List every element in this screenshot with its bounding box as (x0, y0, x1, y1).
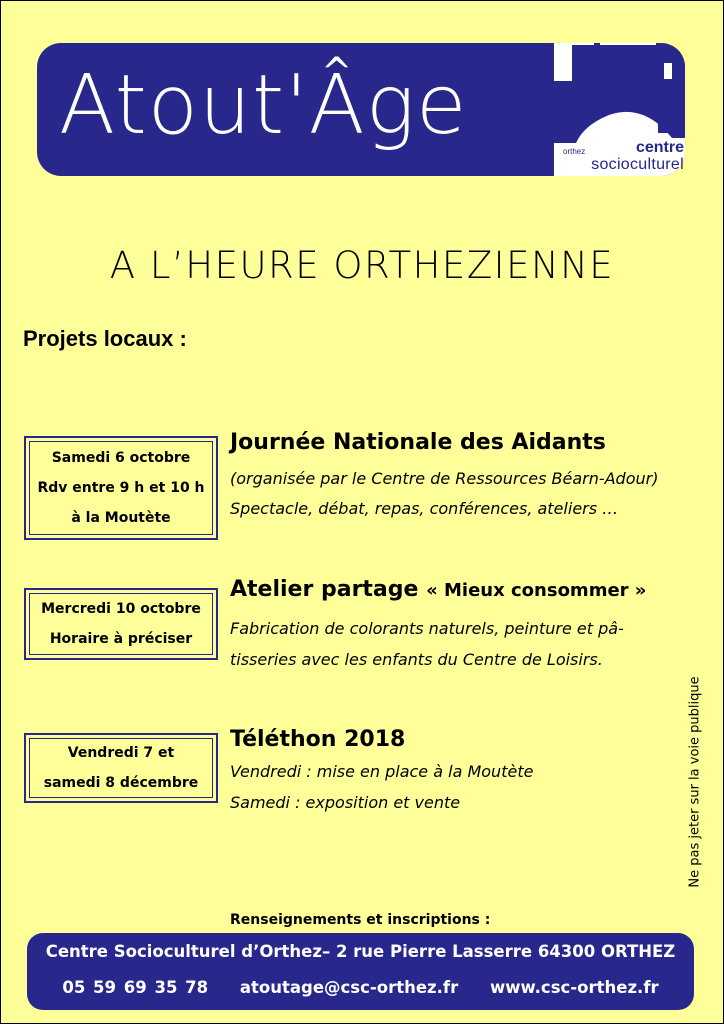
footer-contact-banner (27, 933, 694, 1010)
footer-phone: 05 59 69 35 78 (62, 978, 209, 997)
event-line: tisseries avec les enfants du Centre de Loisirs. (230, 650, 603, 669)
event-line: Samedi : exposition et vente (230, 793, 461, 812)
event-line: Vendredi : mise en place à la Moutète (230, 762, 534, 781)
event-date-box (24, 733, 218, 803)
logo-socioculturel-text: socioculturel (591, 156, 684, 173)
event-title (230, 430, 606, 455)
event-date-line: à la Moutète (71, 510, 171, 526)
event-date-box (24, 588, 218, 660)
event-title (230, 727, 405, 752)
footer-contacts (27, 978, 694, 997)
event-title (230, 577, 646, 602)
event-line: Spectacle, débat, repas, conférences, ateliers … (230, 499, 619, 518)
vertical-disposal-note (686, 656, 704, 908)
event-date-line: Horaire à préciser (49, 631, 193, 647)
event-date-line: samedi 8 décembre (43, 775, 199, 791)
event-title-suffix: « Mieux consommer » (426, 580, 647, 601)
event-date-line: Samedi 6 octobre (51, 450, 191, 466)
event-title-text: Atelier partage (230, 577, 419, 602)
section-title: Projets locaux : (23, 326, 187, 351)
info-label: Renseignements et inscriptions : (230, 912, 491, 928)
event-line: Fabrication de colorants naturels, peinture et pâ- (230, 619, 624, 638)
event-date-line: Mercredi 10 octobre (41, 601, 201, 617)
vertical-note-text: Ne pas jeter sur la voie publique (687, 676, 703, 888)
event-date-box (24, 436, 218, 540)
footer-address: Centre Socioculturel d’Orthez– 2 rue Pierre Lasserre 64300 ORTHEZ (45, 942, 676, 961)
logo-orthez-text: orthez (563, 147, 586, 156)
page-headline: A L’HEURE ORTHEZIENNE (109, 244, 615, 287)
footer-email-link[interactable]: atoutage@csc-orthez.fr (239, 978, 459, 997)
event-title-text: Journée Nationale des Aidants (230, 430, 606, 455)
brand-title: Atout'Âge (59, 58, 468, 153)
event-line: (organisée par le Centre de Ressources Béarn-Adour) (230, 469, 659, 488)
event-title-text: Téléthon 2018 (230, 727, 406, 752)
footer-website-link[interactable]: www.csc-orthez.fr (489, 978, 659, 997)
logo-centre-text: centre (635, 139, 684, 156)
event-date-line: Vendredi 7 et (67, 745, 175, 761)
event-date-line: Rdv entre 9 h et 10 h (37, 480, 205, 496)
